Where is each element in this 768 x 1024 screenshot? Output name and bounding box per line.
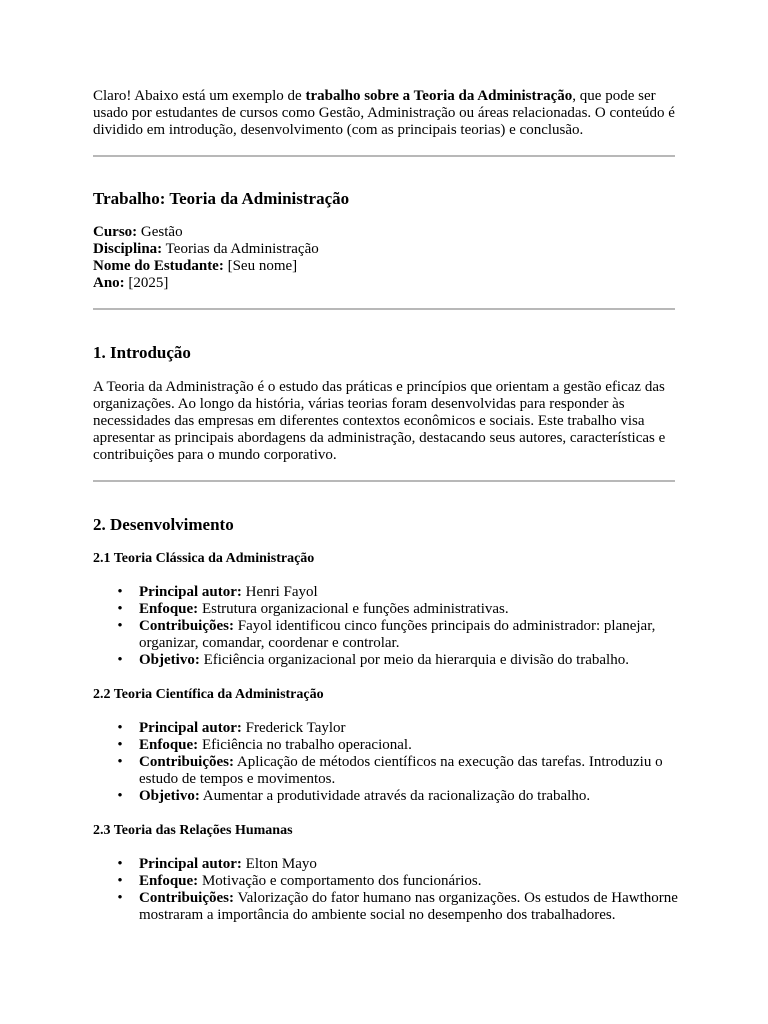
bullet-icon: • bbox=[117, 737, 123, 753]
list-item: • Principal autor: Henri Fayol bbox=[93, 584, 683, 601]
bullet-icon: • bbox=[117, 890, 123, 906]
intro-bold-text: trabalho sobre a Teoria da Administração bbox=[305, 88, 573, 104]
bullet-icon: • bbox=[117, 720, 123, 736]
list-item: • Contribuições: Fayol identificou cinco funções principais do administrador: planejar, organizar, comandar, coordenar e controlar. bbox=[93, 618, 683, 652]
divider bbox=[93, 308, 675, 310]
list-item: • Objetivo: Eficiência organizacional por meio da hierarquia e divisão do trabalho. bbox=[93, 652, 683, 669]
bullet-icon: • bbox=[117, 788, 123, 804]
document-meta bbox=[93, 224, 683, 292]
meta-student-name: Nome do Estudante: [Seu nome] bbox=[93, 258, 298, 274]
list-item: • Enfoque: Eficiência no trabalho operacional. bbox=[93, 737, 683, 754]
list-item: • Principal autor: Frederick Taylor bbox=[93, 720, 683, 737]
list-item: • Objetivo: Aumentar a produtividade através da racionalização do trabalho. bbox=[93, 788, 683, 805]
scientific-theory-list bbox=[93, 720, 683, 805]
subsection-heading-scientific: 2.2 Teoria Científica da Administração bbox=[93, 687, 324, 702]
bullet-icon: • bbox=[117, 754, 123, 770]
list-item: • Enfoque: Estrutura organizacional e funções administrativas. bbox=[93, 601, 683, 618]
divider bbox=[93, 480, 675, 482]
divider bbox=[93, 155, 675, 157]
document-content bbox=[93, 88, 683, 924]
section-heading-introduction: 1. Introdução bbox=[93, 343, 191, 362]
intro-text-start: Claro! Abaixo está um exemplo de bbox=[93, 88, 306, 104]
bullet-icon: • bbox=[117, 873, 123, 889]
list-item: • Contribuições: Valorização do fator humano nas organizações. Os estudos de Hawthorne mostraram a importância do ambiente social no desempenho dos trabalhadores. bbox=[93, 890, 683, 924]
list-item: • Enfoque: Motivação e comportamento dos funcionários. bbox=[93, 873, 683, 890]
intro-text-end: , que pode ser usado por estudantes de cursos como Gestão, Administração ou áreas relacionadas. O conteúdo é dividido em introdução, desenvolvimento (com as principais teorias) e conclusão. bbox=[93, 88, 675, 138]
section-heading-development: 2. Desenvolvimento bbox=[93, 515, 234, 534]
human-relations-theory-list bbox=[93, 856, 683, 924]
subsection-heading-classical: 2.1 Teoria Clássica da Administração bbox=[93, 551, 315, 566]
bullet-icon: • bbox=[117, 601, 123, 617]
meta-course: Curso: Gestão bbox=[93, 224, 183, 240]
meta-year: Ano: [2025] bbox=[93, 275, 169, 291]
bullet-icon: • bbox=[117, 652, 123, 668]
bullet-icon: • bbox=[117, 856, 123, 872]
list-item: • Principal autor: Elton Mayo bbox=[93, 856, 683, 873]
classical-theory-list bbox=[93, 584, 683, 669]
bullet-icon: • bbox=[117, 584, 123, 600]
subsection-heading-human-relations: 2.3 Teoria das Relações Humanas bbox=[93, 823, 293, 838]
list-item: • Contribuições: Aplicação de métodos científicos na execução das tarefas. Introduziu o estudo de tempos e movimentos. bbox=[93, 754, 683, 788]
bullet-icon: • bbox=[117, 618, 123, 634]
intro-paragraph bbox=[93, 88, 683, 139]
document-title: Trabalho: Teoria da Administração bbox=[93, 189, 350, 208]
introduction-paragraph: A Teoria da Administração é o estudo das práticas e princípios que orientam a gestão eficaz das organizações. Ao longo da história, várias teorias foram desenvolvidas para responder às necessidades das empresas em diferentes contextos econômicos e sociais. Este trabalho visa apresentar as principais abordagens da administração, destacando seus autores, características e contribuições para o mundo corporativo. bbox=[93, 379, 666, 463]
meta-discipline: Disciplina: Teorias da Administração bbox=[93, 241, 319, 257]
